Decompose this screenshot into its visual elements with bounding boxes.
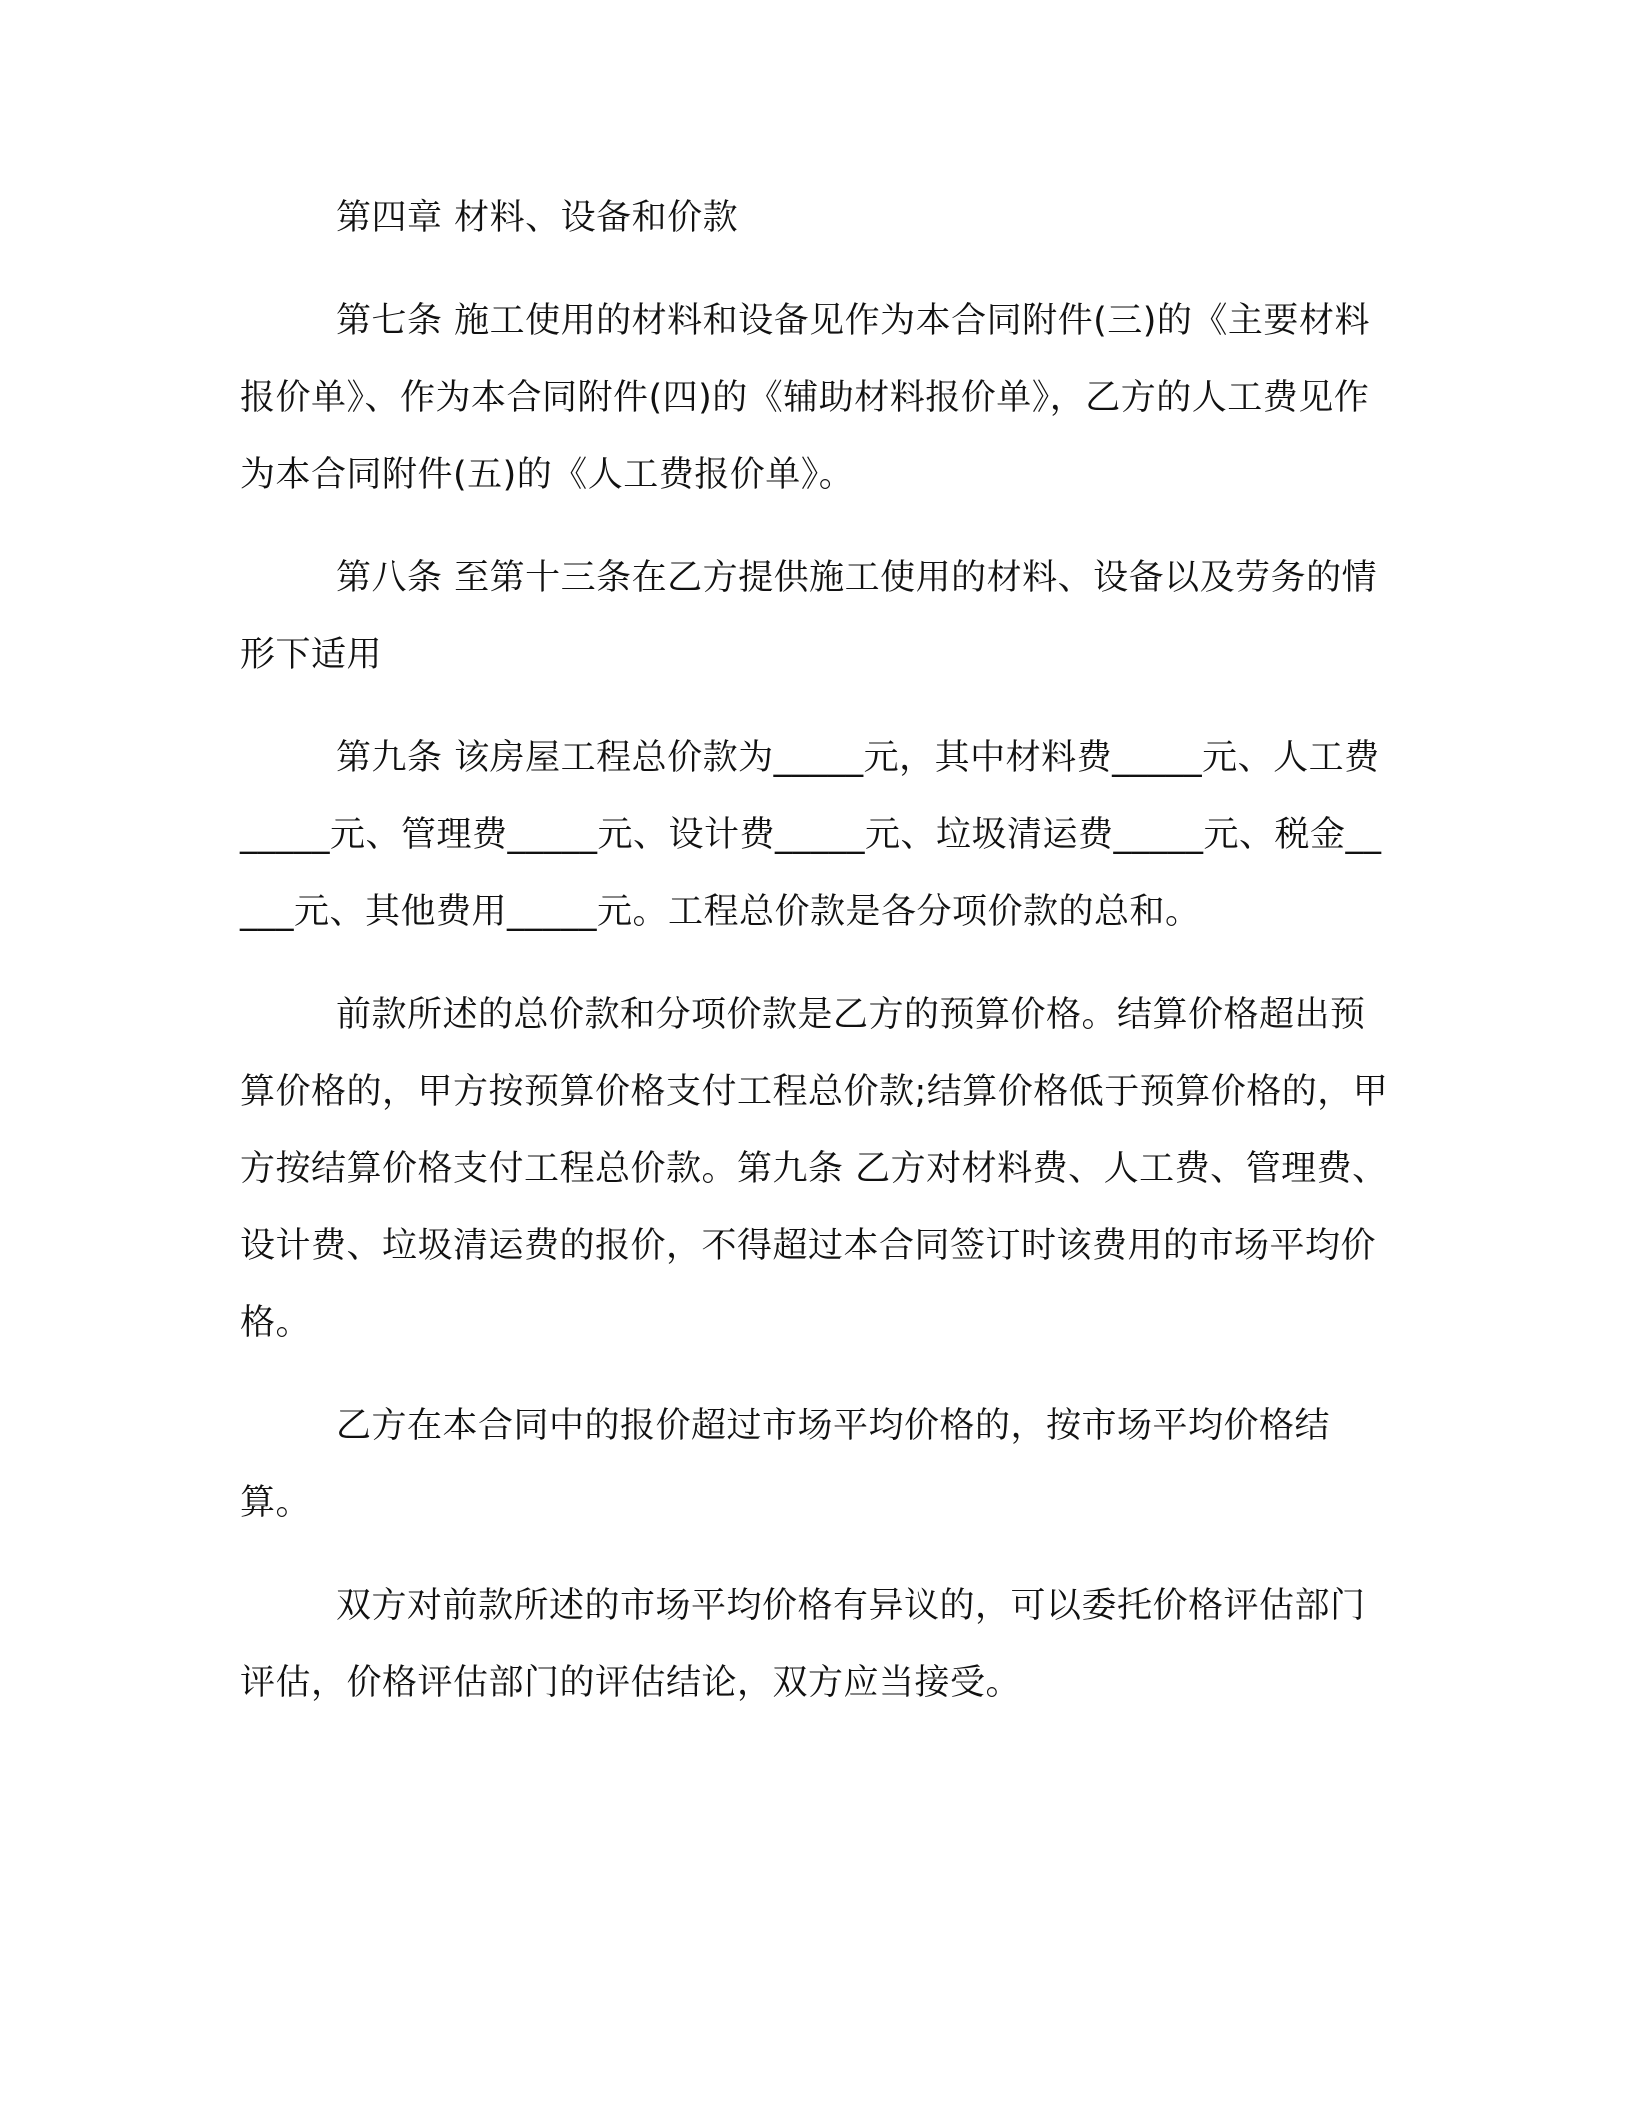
chapter-heading: 第四章 材料、设备和价款	[336, 198, 739, 238]
article-9-paragraph: 第九条 该房屋工程总价款为_____元，其中材料费_____元、人工费_____元、管理费_____元、设计费_____元、垃圾清运费_____元、税金_____元、其他费用_____元。工程总价款是各分项价款的总和。	[240, 738, 1382, 932]
dispute-paragraph: 双方对前款所述的市场平均价格有异议的，可以委托价格评估部门评估，价格评估部门的评估结论，双方应当接受。	[240, 1586, 1366, 1703]
article-7-paragraph: 第七条 施工使用的材料和设备见作为本合同附件(三)的《主要材料报价单》、作为本合同附件(四)的《辅助材料报价单》，乙方的人工费见作为本合同附件(五)的《人工费报价单》。	[240, 301, 1370, 495]
budget-price-paragraph: 前款所述的总价款和分项价款是乙方的预算价格。结算价格超出预算价格的，甲方按预算价格支付工程总价款;结算价格低于预算价格的，甲方按结算价格支付工程总价款。第九条 乙方对材料费、人工费、管理费、设计费、垃圾清运费的报价，不得超过本合同签订时该费用的市场平均价格。	[240, 995, 1389, 1343]
document-body	[240, 180, 1390, 1748]
article-8-paragraph: 第八条 至第十三条在乙方提供施工使用的材料、设备以及劳务的情形下适用	[240, 558, 1378, 675]
market-price-paragraph: 乙方在本合同中的报价超过市场平均价格的，按市场平均价格结算。	[240, 1406, 1331, 1523]
